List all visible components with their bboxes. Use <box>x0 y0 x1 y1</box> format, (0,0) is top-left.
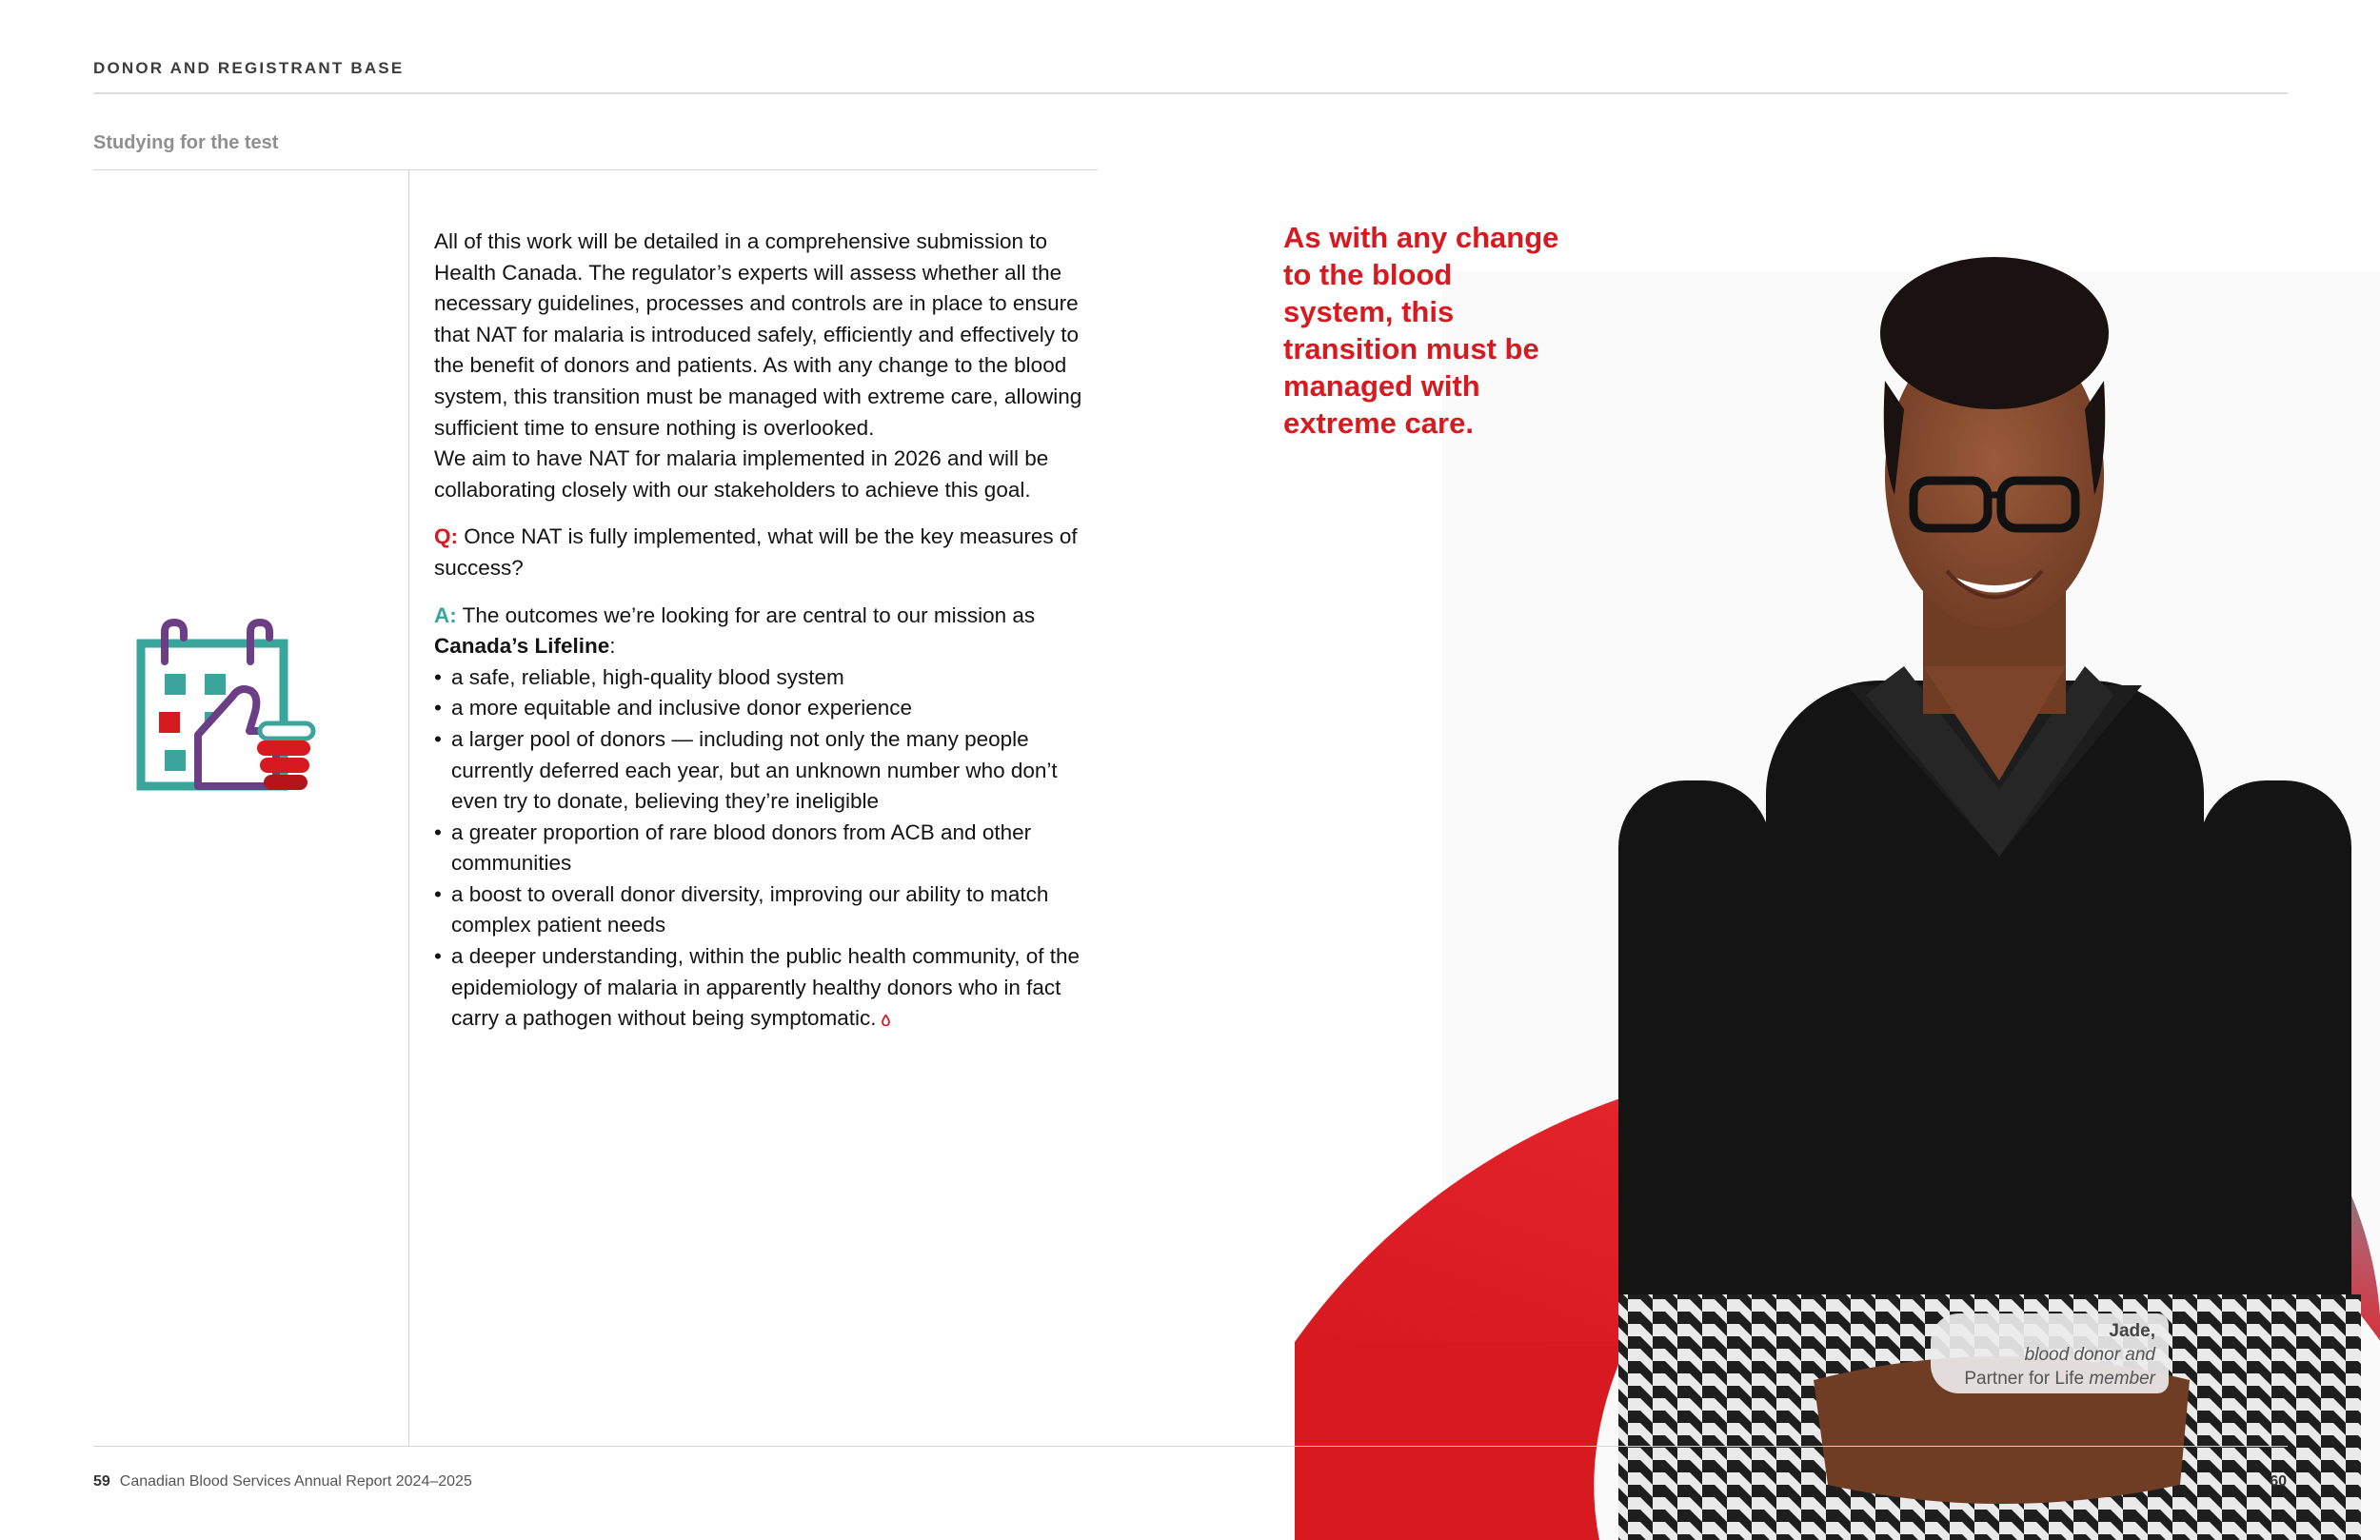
outcomes-list <box>434 662 1101 1035</box>
calendar-thumbs-up-icon <box>133 619 324 800</box>
caption-member: member <box>2089 1369 2155 1389</box>
footer-rule <box>93 1446 2288 1447</box>
list-item: • a safe, reliable, high-quality blood system <box>434 662 1101 694</box>
caption-program <box>1940 1367 2155 1391</box>
footer-left <box>93 1473 472 1491</box>
subsection-title: Studying for the test <box>93 132 279 153</box>
list-item-text: a deeper understanding, within the public health community, of the epidemiology of malaria in apparently healthy donors who in fact carry a pathogen without being symptomatic. <box>451 944 1080 1031</box>
question <box>434 522 1101 583</box>
photo-caption <box>1931 1313 2169 1393</box>
answer <box>434 601 1101 662</box>
publication-title: Canadian Blood Services Annual Report 2024–2025 <box>119 1473 472 1490</box>
list-item: • a more equitable and inclusive donor experience <box>434 693 1101 724</box>
canadas-lifeline-term: Canada’s Lifeline <box>434 634 610 659</box>
right-page-number: 60 <box>2270 1473 2287 1490</box>
caption-program-name: Partner for Life <box>1964 1369 2085 1389</box>
paragraph: We aim to have NAT for malaria implemented in 2026 and will be collaborating closely with our stakeholders to achieve this goal. <box>434 446 1049 502</box>
answer-text: The outcomes we’re looking for are central to our mission as <box>456 602 1036 627</box>
left-page-number: 59 <box>93 1473 110 1490</box>
pull-quote: As with any change to the blood system, this transition must be managed with extreme care. <box>1283 221 1559 440</box>
caption-role: blood donor and <box>2024 1345 2155 1365</box>
list-item: • a larger pool of donors — including not only the many people currently deferred each year, but an unknown number who don’t even try to donate, believing they’re ineligible <box>434 724 1101 818</box>
subsection-rule <box>93 169 1098 170</box>
paragraph: All of this work will be detailed in a comprehensive submission to Health Canada. The regulator’s experts will assess whether all the necessary guidelines, processes and controls are in place to ensure that NAT for malaria is introduced safely, efficiently and effectively to the benefit of donors and patients. As with any change to the blood system, this transition must be managed with extreme care, allowing sufficient time to ensure nothing is overlooked. <box>434 229 1082 440</box>
question-label: Q: <box>434 524 458 549</box>
list-item: • a boost to overall donor diversity, improving our ability to match complex patient needs <box>434 879 1101 941</box>
list-item: • a greater proportion of rare blood donors from ACB and other communities <box>434 818 1101 879</box>
column-divider <box>408 170 409 1447</box>
question-text: Once NAT is fully implemented, what will be the key measures of success? <box>434 524 1078 580</box>
section-title: DONOR AND REGISTRANT BASE <box>93 59 405 77</box>
body-text <box>434 227 1101 1035</box>
blood-drop-end-mark-icon <box>882 1015 890 1026</box>
list-item <box>434 941 1101 1035</box>
caption-name: Jade, <box>2109 1321 2155 1341</box>
answer-colon: : <box>609 634 616 659</box>
answer-label: A: <box>434 602 457 627</box>
